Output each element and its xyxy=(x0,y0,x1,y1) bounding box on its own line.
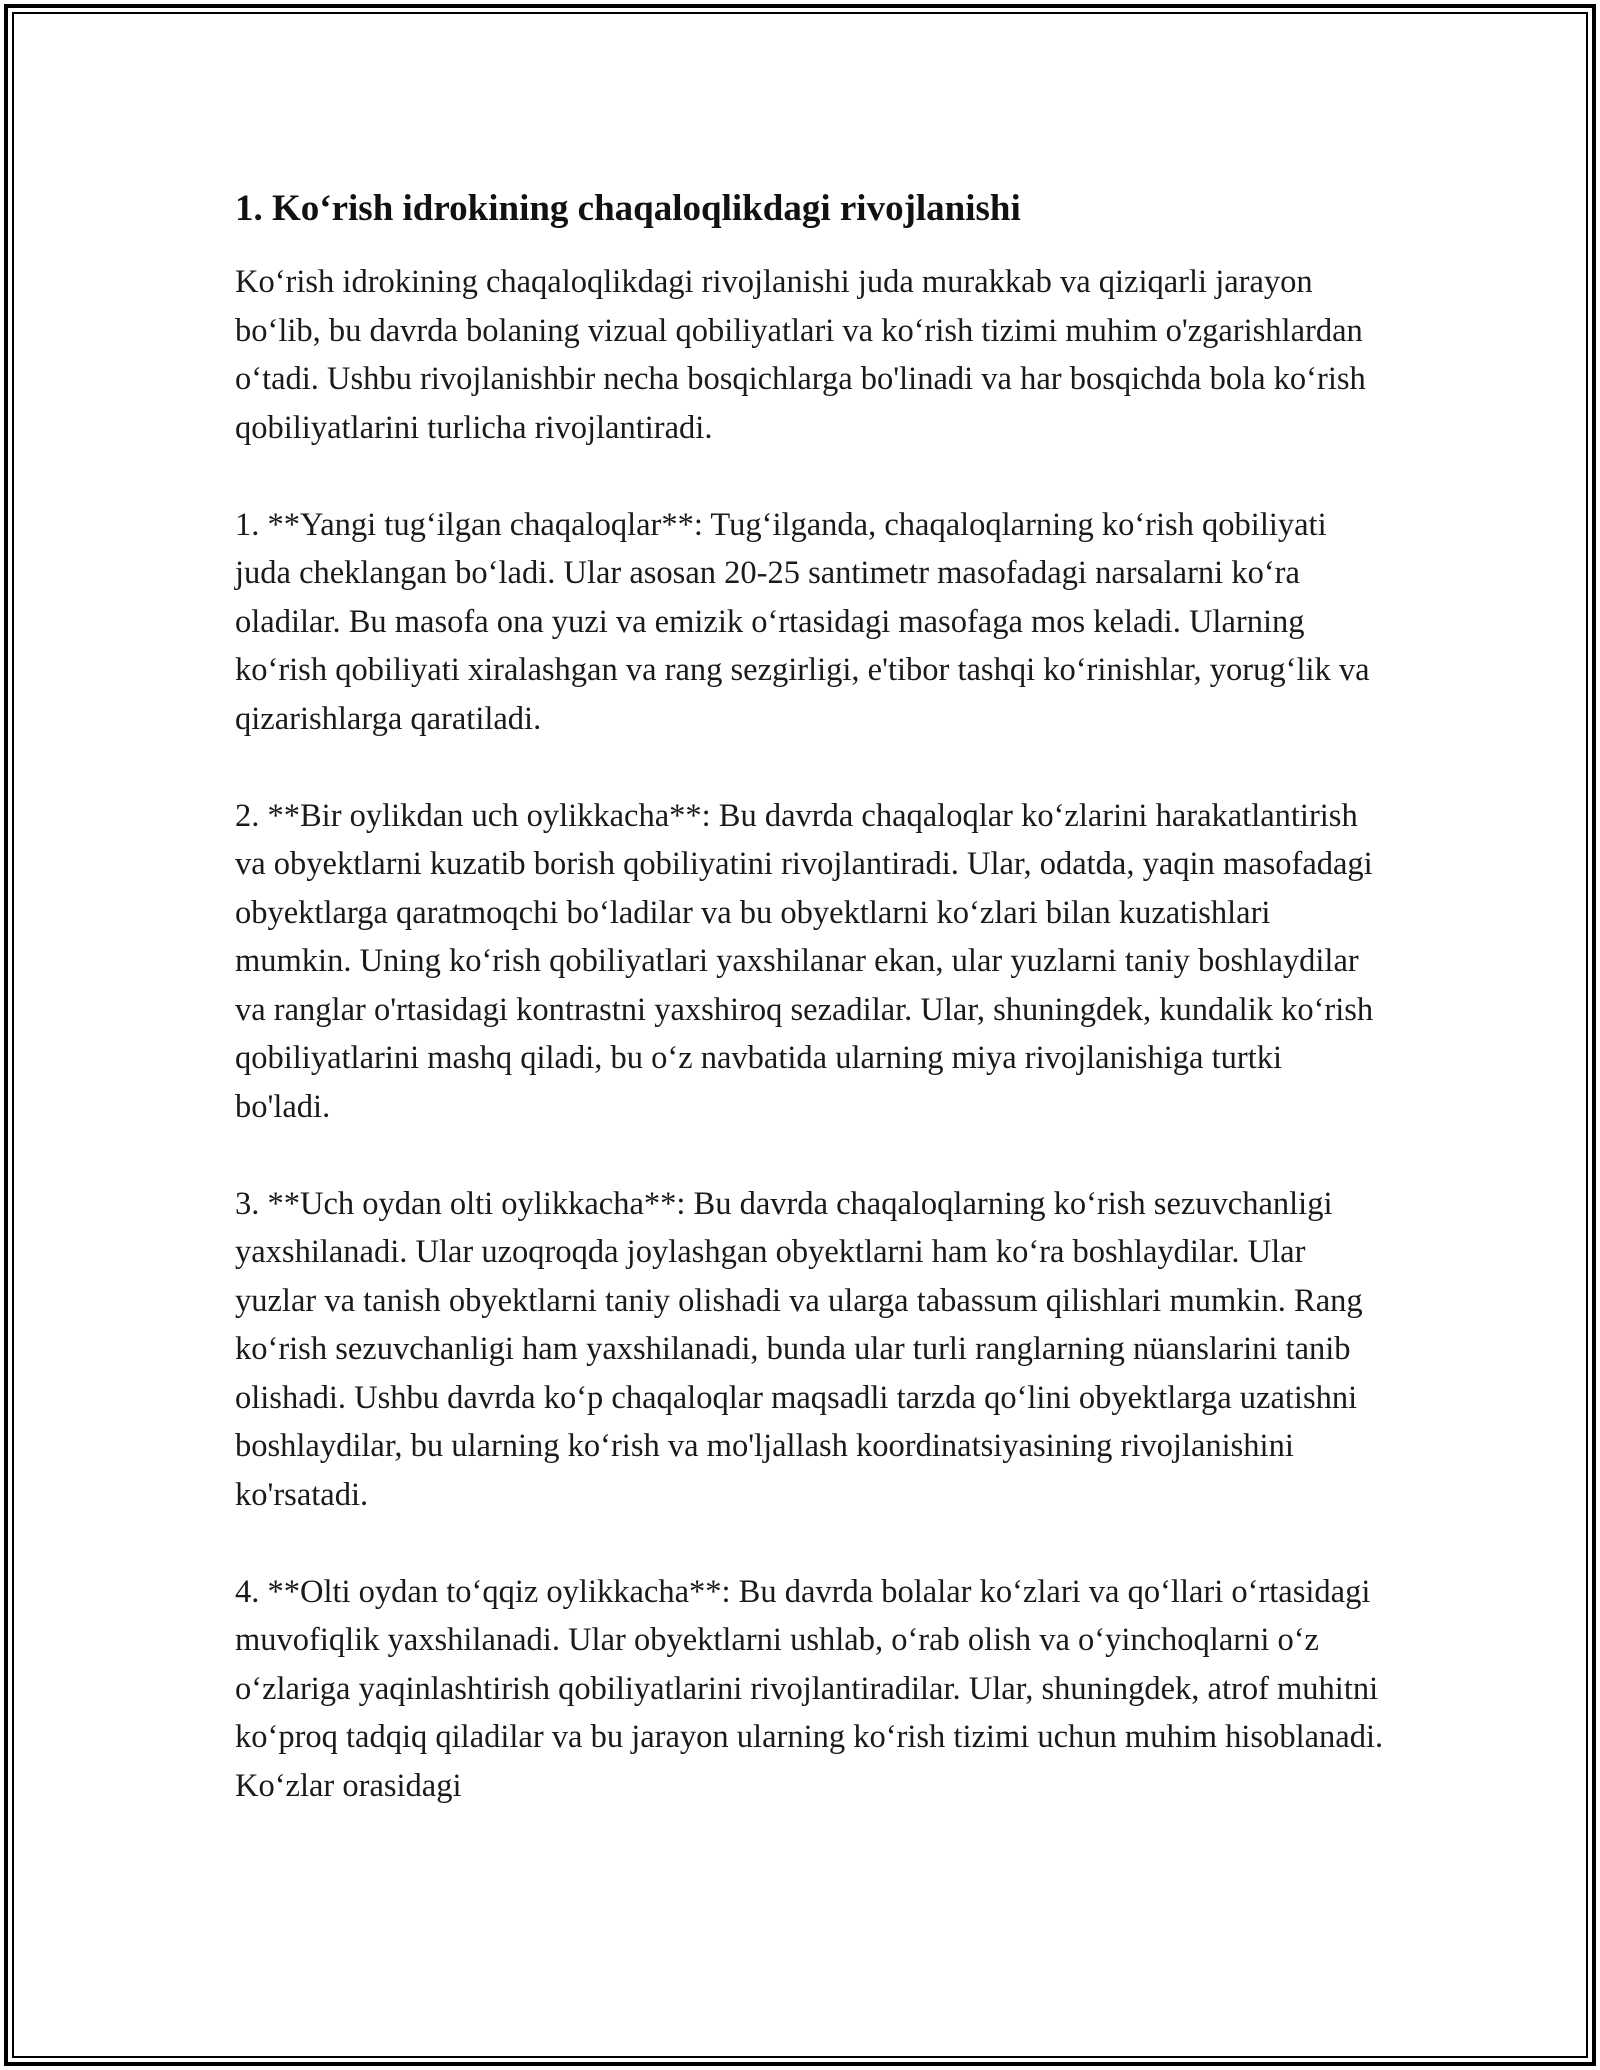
document-body xyxy=(235,186,1385,1810)
stage-three-to-six-months-paragraph: 3. **Uch oydan olti oylikkacha**: Bu davrda chaqaloqlarning ko‘rish sezuvchanligi yaxshilanadi. Ular uzoqroqda joylashgan obyektlarni ham ko‘ra boshlaydilar. Ular yuzlar va tanish obyektlarni taniy olishadi va ularga tabassum qilishlari mumkin. Rang ko‘rish sezuvchanligi ham yaxshilanadi, bunda ular turli ranglarning nüanslarini tanib olishadi. Ushbu davrda ko‘p chaqaloqlar maqsadli tarzda qo‘lini obyektlarga uzatishni boshlaydilar, bu ularning ko‘rish va mo'ljallash koordinatsiyasining rivojlanishini ko'rsatadi. xyxy=(235,1185,1363,1513)
intro-paragraph: Ko‘rish idrokining chaqaloqlikdagi rivojlanishi juda murakkab va qiziqarli jarayon bo‘lib, bu davrda bolaning vizual qobiliyatlari va ko‘rish tizimi muhim o'zgarishlardan o‘tadi. Ushbu rivojlanishbir necha bosqichlarga bo'linadi va har bosqichda bola ko‘rish qobiliyatlarini turlicha rivojlantiradi. xyxy=(235,264,1366,446)
stage-one-to-three-months-paragraph: 2. **Bir oylikdan uch oylikkacha**: Bu davrda chaqaloqlar ko‘zlarini harakatlantirish va obyektlarni kuzatib borish qobiliyatini rivojlantiradi. Ular, odatda, yaqin masofadagi obyektlarga qaratmoqchi bo‘ladilar va bu obyektlarni ko‘zlari bilan kuzatishlari mumkin. Uning ko‘rish qobiliyatlari yaxshilanar ekan, ular yuzlarni taniy boshlaydilar va ranglar o'rtasidagi kontrastni yaxshiroq sezadilar. Ular, shuningdek, kundalik ko‘rish qobiliyatlarini mashq qiladi, bu o‘z navbatida ularning miya rivojlanishiga turtki bo'ladi. xyxy=(235,797,1374,1125)
section-heading: 1. Ko‘rish idrokining chaqaloqlikdagi rivojlanishi xyxy=(235,188,1021,229)
stage-newborn-paragraph: 1. **Yangi tug‘ilgan chaqaloqlar**: Tug‘ilganda, chaqaloqlarning ko‘rish qobiliyati juda cheklangan bo‘ladi. Ular asosan 20-25 santimetr masofadagi narsalarni ko‘ra oladilar. Bu masofa ona yuzi va emizik o‘rtasidagi masofaga mos keladi. Ularning ko‘rish qobiliyati xiralashgan va rang sezgirligi, e'tibor tashqi ko‘rinishlar, yorug‘lik va qizarishlarga qaratiladi. xyxy=(235,506,1370,737)
stage-six-to-nine-months-paragraph: 4. **Olti oydan to‘qqiz oylikkacha**: Bu davrda bolalar ko‘zlari va qo‘llari o‘rtasidagi muvofiqlik yaxshilanadi. Ular obyektlarni ushlab, o‘rab olish va o‘yinchoqlarni o‘z o‘zlariga yaqinlashtirish qobiliyatlarini rivojlantiradilar. Ular, shuningdek, atrof muhitni ko‘proq tadqiq qiladilar va bu jarayon ularning ko‘rish tizimi uchun muhim hisoblanadi. Ko‘zlar orasidagi xyxy=(235,1573,1384,1804)
